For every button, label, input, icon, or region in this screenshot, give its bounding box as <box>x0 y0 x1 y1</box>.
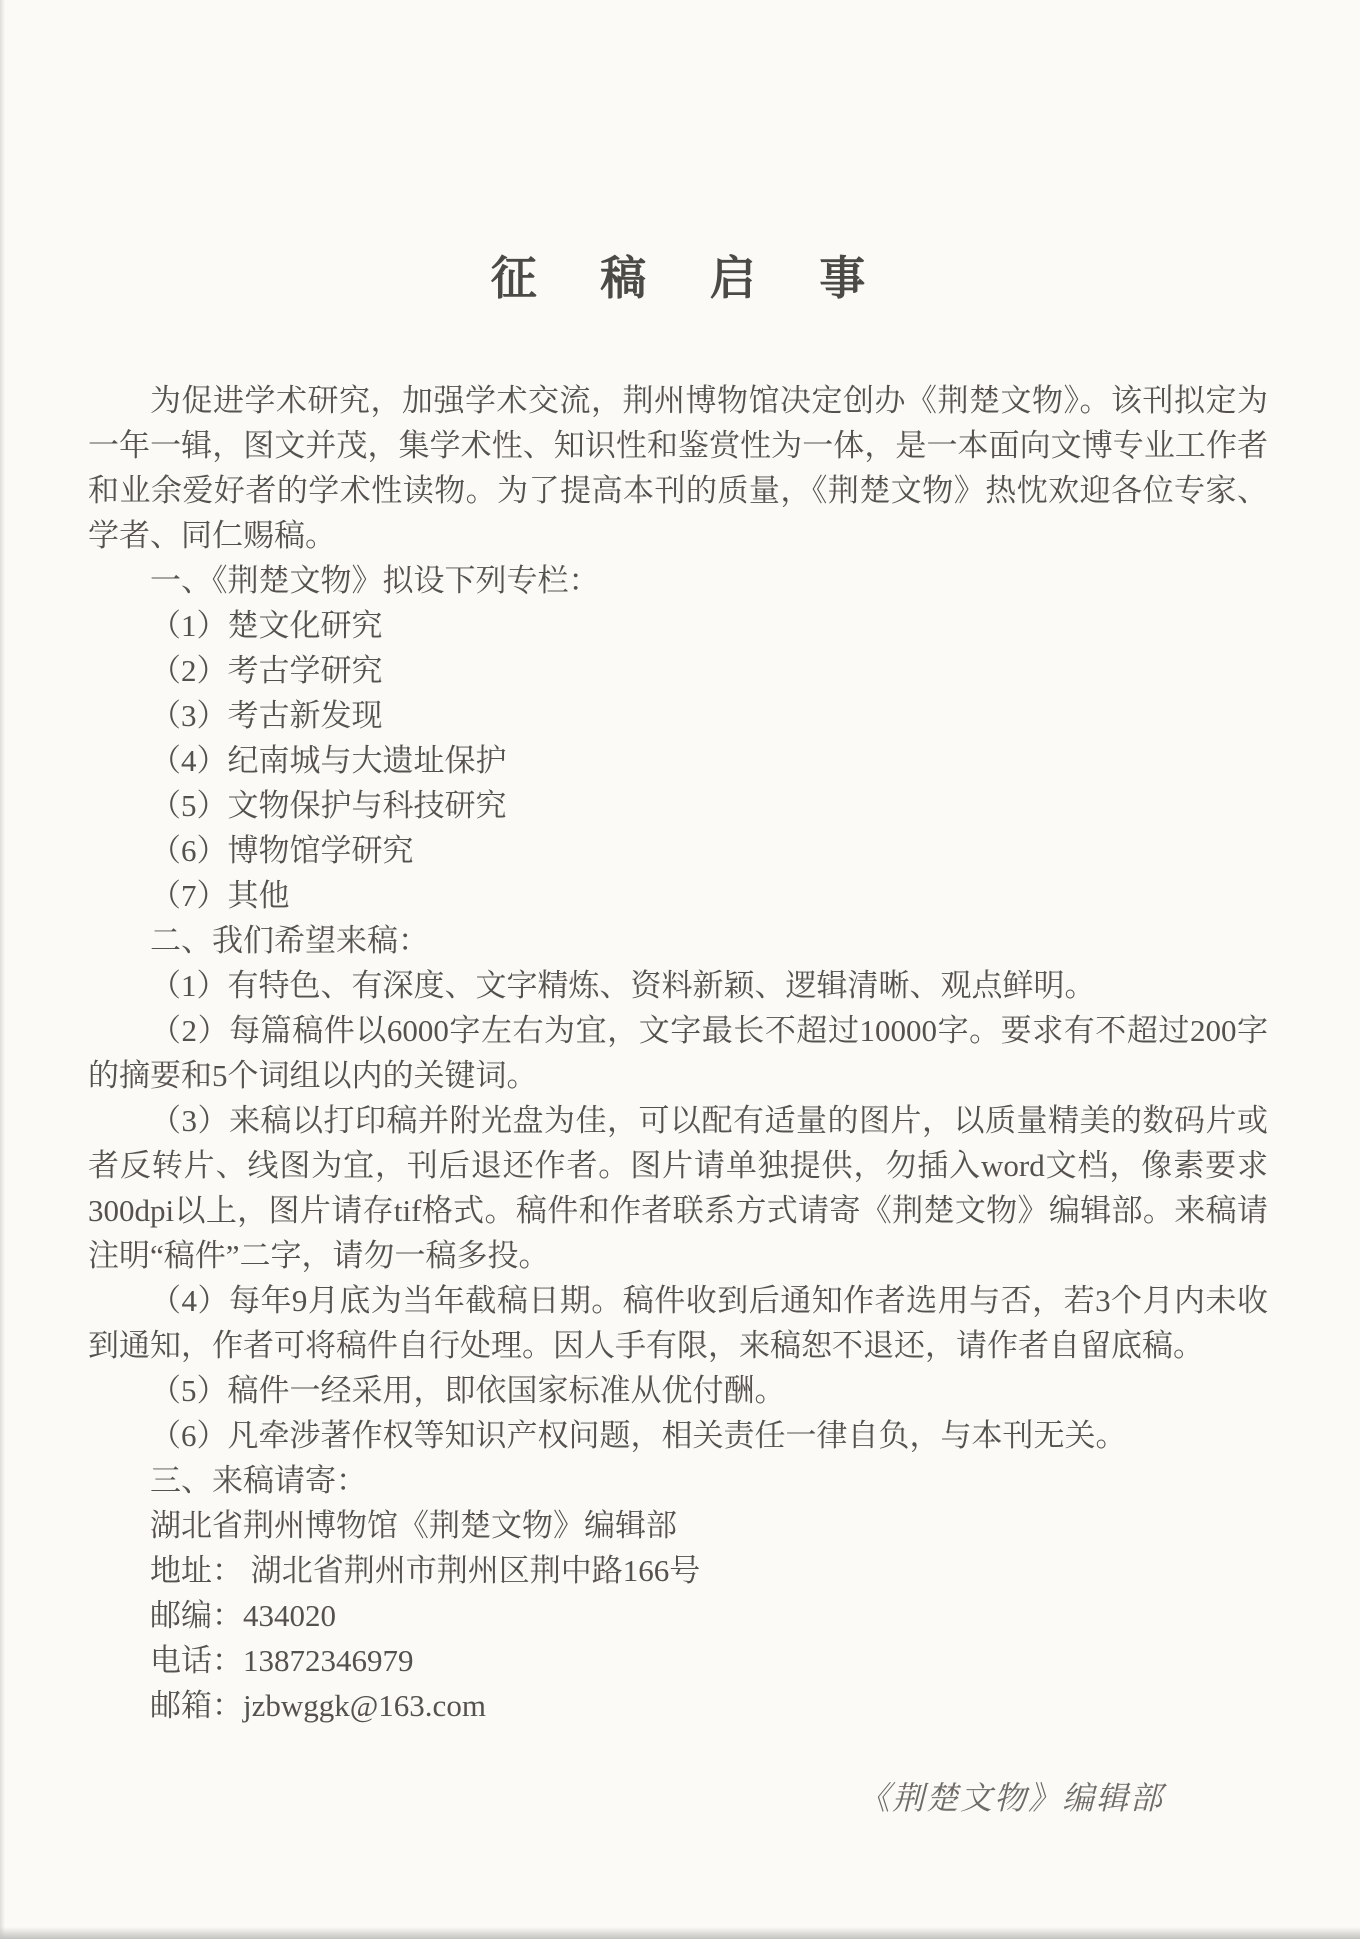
submission-note-2: （2）每篇稿件以6000字左右为宜，文字最长不超过10000字。要求有不超过200字的摘要和5个词组以内的关键词。 <box>88 1013 1268 1093</box>
submission-note-5: （5）稿件一经采用，即依国家标准从优付酬。 <box>150 1373 786 1408</box>
signature: 《荆楚文物》编辑部 <box>857 1779 1164 1817</box>
intro-paragraph: 为促进学术研究，加强学术交流，荆州博物馆决定创办《荆楚文物》。该刊拟定为一年一辑，图文并茂，集学术性、知识性和鉴赏性为一体，是一本面向文博专业工作者和业余爱好者的学术性读物。为了提高本刊的质量，《荆楚文物》热忱欢迎各位专家、学者、同仁赐稿。 <box>88 383 1268 553</box>
column-item-1: （1）楚文化研究 <box>150 608 383 643</box>
document-content <box>88 0 1268 1818</box>
submission-note-3: （3）来稿以打印稿并附光盘为佳，可以配有适量的图片，以质量精美的数码片或者反转片、线图为宜，刊后退还作者。图片请单独提供，勿插入word文档，像素要求300dpi以上，图片请存tif格式。稿件和作者联系方式请寄《荆楚文物》编辑部。来稿请注明“稿件”二字，请勿一稿多投。 <box>88 1103 1268 1273</box>
phone-line: 电话：13872346979 <box>150 1643 414 1678</box>
column-item-7: （7）其他 <box>150 878 290 913</box>
section-2-heading: 二、我们希望来稿： <box>150 923 429 958</box>
page-title: 征 稿 启 事 <box>490 253 892 304</box>
column-item-6: （6）博物馆学研究 <box>150 833 414 868</box>
postcode-line: 邮编：434020 <box>150 1598 336 1633</box>
column-item-5: （5）文物保护与科技研究 <box>150 788 507 823</box>
email-line: 邮箱：jzbwggk@163.com <box>150 1688 486 1723</box>
column-item-2: （2）考古学研究 <box>150 653 383 688</box>
submission-note-4: （4）每年9月底为当年截稿日期。稿件收到后通知作者选用与否，若3个月内未收到通知，作者可将稿件自行处理。因人手有限，来稿恕不退还，请作者自留底稿。 <box>88 1283 1268 1363</box>
editorial-dept-line: 湖北省荆州博物馆《荆楚文物》编辑部 <box>150 1508 677 1543</box>
address-line: 地址： 湖北省荆州市荆州区荆中路166号 <box>150 1553 701 1588</box>
section-1-heading: 一、《荆楚文物》拟设下列专栏： <box>150 563 600 598</box>
section-3-heading: 三、来稿请寄： <box>150 1463 367 1498</box>
scan-edge-bottom <box>0 1927 1360 1939</box>
submission-note-1: （1）有特色、有深度、文字精炼、资料新颖、逻辑清晰、观点鲜明。 <box>150 968 1096 1003</box>
scan-edge-left <box>0 0 5 1939</box>
column-item-3: （3）考古新发现 <box>150 698 383 733</box>
column-item-4: （4）纪南城与大遗址保护 <box>150 743 507 778</box>
submission-note-6: （6）凡牵涉著作权等知识产权问题，相关责任一律自负，与本刊无关。 <box>150 1418 1127 1453</box>
